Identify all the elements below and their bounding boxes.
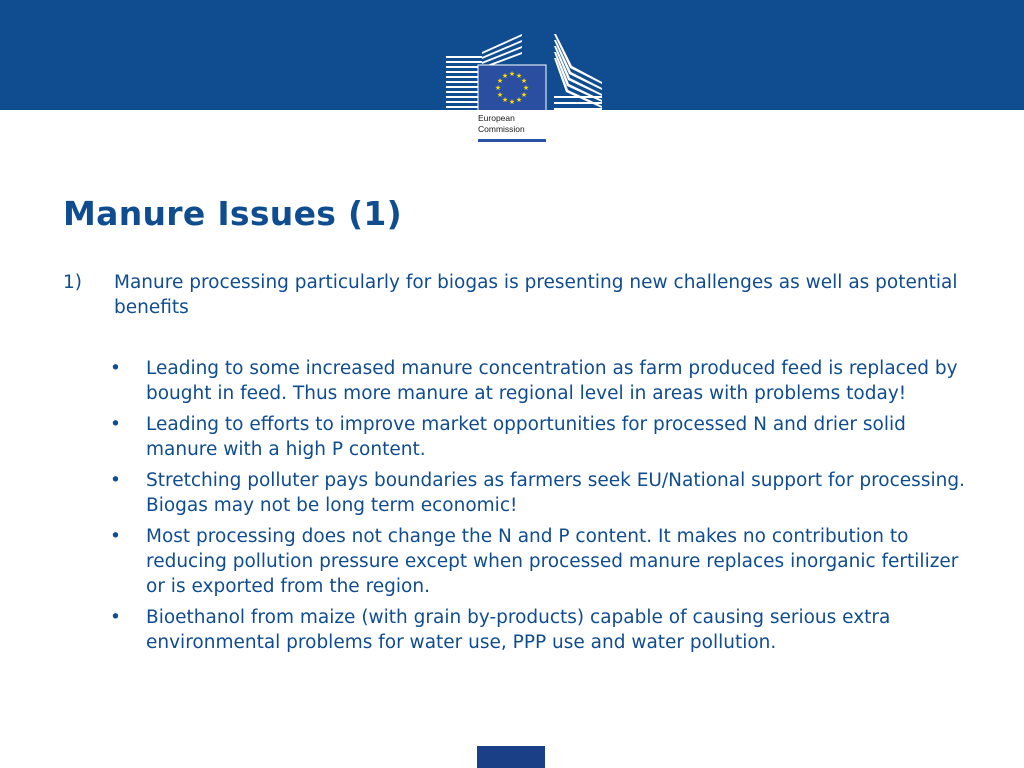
bullet-text: Leading to some increased manure concentration as farm produced feed is replaced by bought in feed. Thus more manure at regional level in areas with problems today!: [146, 358, 958, 404]
bullet-list: [110, 356, 970, 661]
svg-text:★: ★: [494, 84, 502, 92]
svg-text:★: ★: [508, 98, 516, 106]
bullet-text: Bioethanol from maize (with grain by-products) capable of causing serious extra environmental problems for water use, PPP use and water pollution.: [146, 607, 891, 653]
bullet-text: Leading to efforts to improve market opportunities for processed N and drier solid manure with a high P content.: [146, 414, 906, 460]
item-number: 1): [63, 272, 82, 293]
bullet-item: [110, 524, 970, 599]
bullet-icon: •: [110, 607, 121, 628]
logo-caption-line2: Commission: [478, 123, 525, 134]
bullet-text: Most processing does not change the N and P content. It makes no contribution to reducing pollution pressure except when processed manure replaces inorganic fertilizer or is exported from the region.: [146, 526, 959, 597]
svg-text:★: ★: [496, 91, 504, 99]
svg-text:★: ★: [508, 70, 516, 78]
bullet-icon: •: [110, 526, 121, 547]
item-text: Manure processing particularly for biogas is presenting new challenges as well as potential benefits: [114, 272, 958, 318]
bullet-item: [110, 468, 970, 518]
bullet-item: [110, 605, 970, 655]
logo-caption-line1: European: [478, 113, 515, 123]
bullet-text: Stretching polluter pays boundaries as farmers seek EU/National support for processing. Biogas may not be long term economic!: [146, 470, 965, 516]
logo-underline: [478, 139, 546, 142]
svg-text:★: ★: [520, 77, 528, 85]
svg-text:★: ★: [515, 96, 523, 104]
bullet-icon: •: [110, 358, 121, 379]
bullet-icon: •: [110, 414, 121, 435]
bullet-item: [110, 356, 970, 406]
svg-text:★: ★: [501, 72, 509, 80]
svg-text:★: ★: [496, 77, 504, 85]
eu-flag-icon: [477, 746, 545, 768]
numbered-item: [63, 270, 963, 320]
svg-text:★: ★: [520, 91, 528, 99]
bullet-icon: •: [110, 470, 121, 491]
logo-caption: [478, 113, 548, 134]
slide-title: Manure Issues (1): [63, 194, 403, 233]
svg-text:★: ★: [515, 72, 523, 80]
svg-text:★: ★: [522, 84, 530, 92]
bullet-item: [110, 412, 970, 462]
svg-text:★: ★: [501, 96, 509, 104]
